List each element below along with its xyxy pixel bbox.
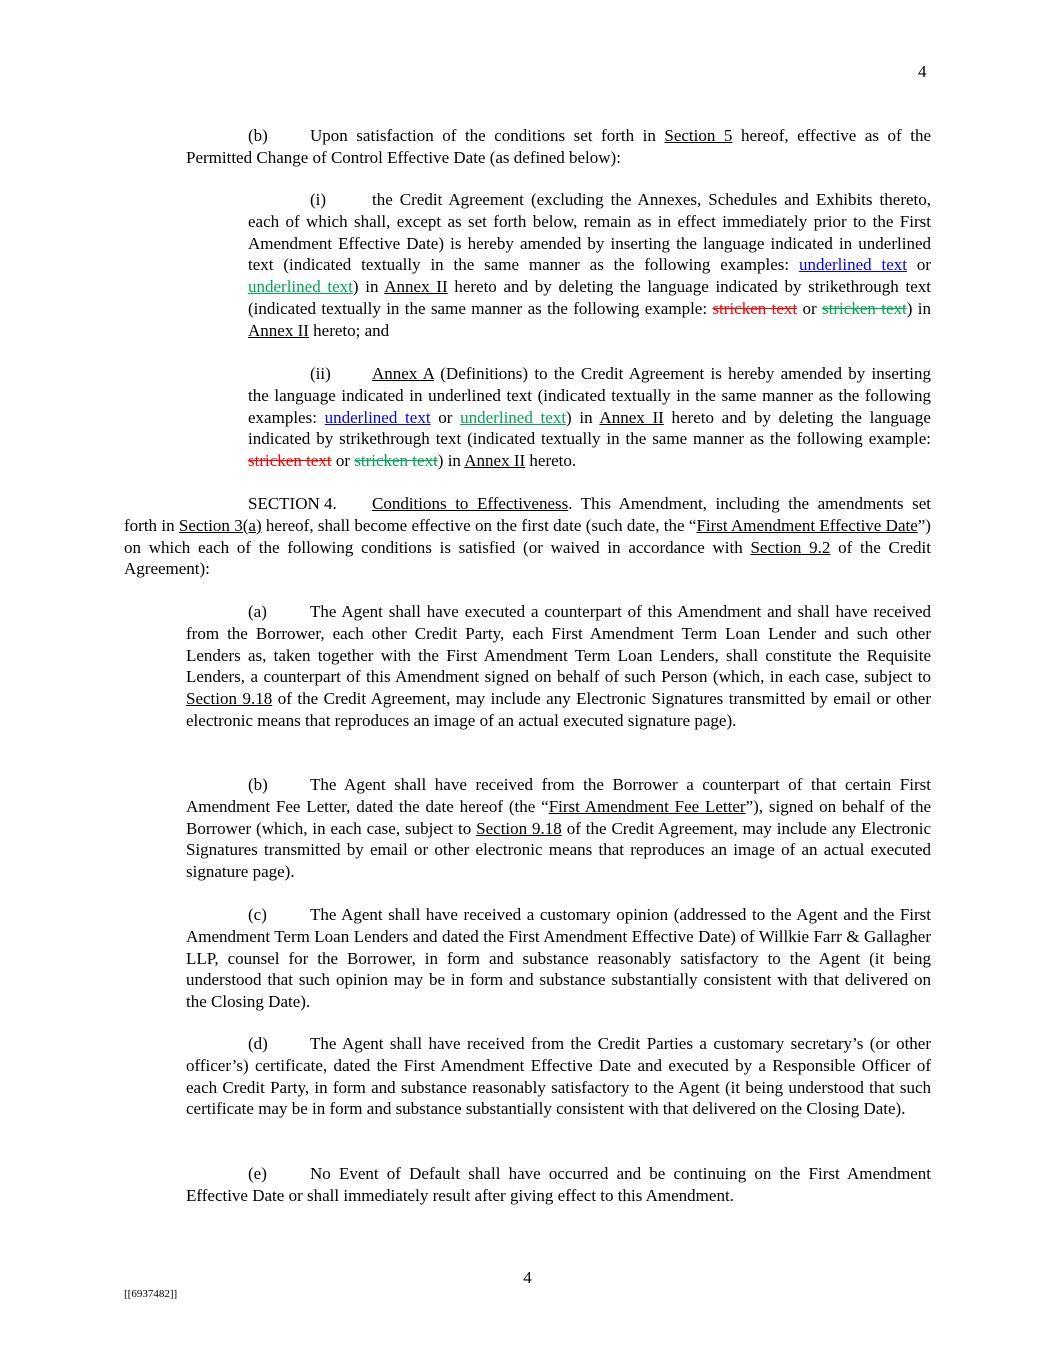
paragraph-i: (i) the Credit Agreement (excluding the Annexes, Schedules and Exhibits thereto, each of which shall, except as set forth below, remain as in effect immediately prior to the First Amendment Effective Date) is hereby amended by inserting the language indicated in underlined text (indicated textually in the same manner as the following examples: underlined text or underlined text) in Annex II hereto and by deleting the language indicated by strikethrough text (indicated textually in the same manner as the following example: stricken text or stricken text) in Annex II hereto; and: [248, 190, 932, 340]
condition-e: (e) No Event of Default shall have occurred and be continuing on the First Amendment Effective Date or shall immediately result after giving effect to this Amendment.: [186, 1164, 931, 1205]
document-id: [[6937482]]: [124, 1288, 178, 1300]
example-underlined-blue: underlined text: [798, 255, 907, 275]
example-underlined-green: underlined text: [460, 407, 567, 427]
section-5-ref: Section 5: [664, 126, 733, 145]
defined-term-fee-letter: First Amendment Fee Letter: [548, 796, 746, 816]
paragraph-i-label: (i): [310, 190, 327, 209]
condition-b: (b) The Agent shall have received from the Borrower a counterpart of that certain First Amendment Fee Letter, dated the date hereof (the “First Amendment Fee Letter”), signed on behalf of the Borrower (which, in each case, subject to Section 9.18 of the Credit Agreement, may include any Electronic Signatures transmitted by email or other electronic means that reproduces an image of an actual executed signature page).: [186, 775, 931, 882]
paragraph-ii-label: (ii): [310, 364, 331, 383]
example-stricken-red: stricken text: [248, 451, 332, 471]
paragraph-b-label: (b): [248, 126, 268, 145]
annex-ii-ref: Annex II: [384, 277, 448, 297]
condition-a: (a) The Agent shall have executed a counterpart of this Amendment and shall have received from the Borrower, each other Credit Party, each First Amendment Term Loan Lender and such other Lenders as, taken together with the First Amendment Term Loan Lenders, shall constitute the Requisite Lenders, a counterpart of this Amendment signed on behalf of such Person (which, in each case, subject to Section 9.18 of the Credit Agreement, may include any Electronic Signatures transmitted by email or other electronic means that reproduces an image of an actual executed signature page).: [186, 602, 932, 730]
page-number-bottom: 4: [523, 1268, 532, 1287]
section-4-label: SECTION 4.: [248, 494, 337, 513]
example-stricken-green: stricken text: [822, 298, 907, 318]
paragraph-ii: (ii) Annex A (Definitions) to the Credit Agreement is hereby amended by inserting the language indicated in underlined text (indicated textually in the same manner as the following examples: underlined text or underlined text) in Annex II hereto and by deleting the language indicated by strikethrough text (indicated textually in the same manner as the following example: stricken text or stricken text) in Annex II hereto.: [248, 364, 931, 471]
condition-a-label: (a): [248, 602, 267, 621]
page-number-top: 4: [918, 62, 927, 81]
example-stricken-green: stricken text: [354, 451, 438, 471]
annex-ii-ref: Annex II: [248, 320, 309, 340]
annex-ii-ref: Annex II: [599, 407, 664, 427]
defined-term-first-amendment-effective-date: First Amendment Effective Date: [696, 515, 918, 535]
condition-d-label: (d): [248, 1034, 268, 1053]
section-3a-ref: Section 3(a): [178, 515, 262, 535]
annex-ii-ref: Annex II: [464, 451, 526, 471]
section-4: SECTION 4. Conditions to Effectiveness. This Amendment, including the amendments set forth in Section 3(a) hereof, shall become effective on the first date (such date, the “First Amendment Effective Date”) on which each of the following conditions is satisfied (or waived in accordance with Section 9.2 of the Credit Agreement):: [124, 494, 932, 579]
section-9-18-ref: Section 9.18: [186, 689, 273, 709]
condition-e-label: (e): [248, 1164, 267, 1183]
example-underlined-green: underlined text: [248, 277, 353, 297]
condition-c-label: (c): [248, 905, 267, 924]
condition-c: (c) The Agent shall have received a customary opinion (addressed to the Agent and the First Amendment Term Loan Lenders and dated the First Amendment Effective Date) of Willkie Farr & Gallagher LLP, counsel for the Borrower, in form and substance reasonably satisfactory to the Agent (it being understood that such opinion may be in form and substance substantially consistent with that delivered on the Closing Date).: [186, 905, 931, 1012]
section-9-18-ref: Section 9.18: [476, 818, 562, 838]
condition-d: (d) The Agent shall have received from the Credit Parties a customary secretary’s (or other officer’s) certificate, dated the First Amendment Effective Date and executed by a Responsible Officer of each Credit Party, in form and substance reasonably satisfactory to the Agent (it being understood that such certificate may be in form and substance substantially consistent with that delivered on the Closing Date).: [186, 1034, 931, 1119]
example-stricken-red: stricken text: [712, 298, 798, 318]
annex-a-ref: Annex A: [372, 364, 434, 383]
example-underlined-blue: underlined text: [324, 407, 431, 427]
section-9-2-ref: Section 9.2: [750, 537, 831, 557]
paragraph-b: (b) Upon satisfaction of the conditions set forth in Section 5 hereof, effective as of the Permitted Change of Control Effective Date (as defined below):: [186, 126, 931, 167]
condition-b-label: (b): [248, 775, 268, 794]
section-4-title: Conditions to Effectiveness: [372, 494, 569, 513]
